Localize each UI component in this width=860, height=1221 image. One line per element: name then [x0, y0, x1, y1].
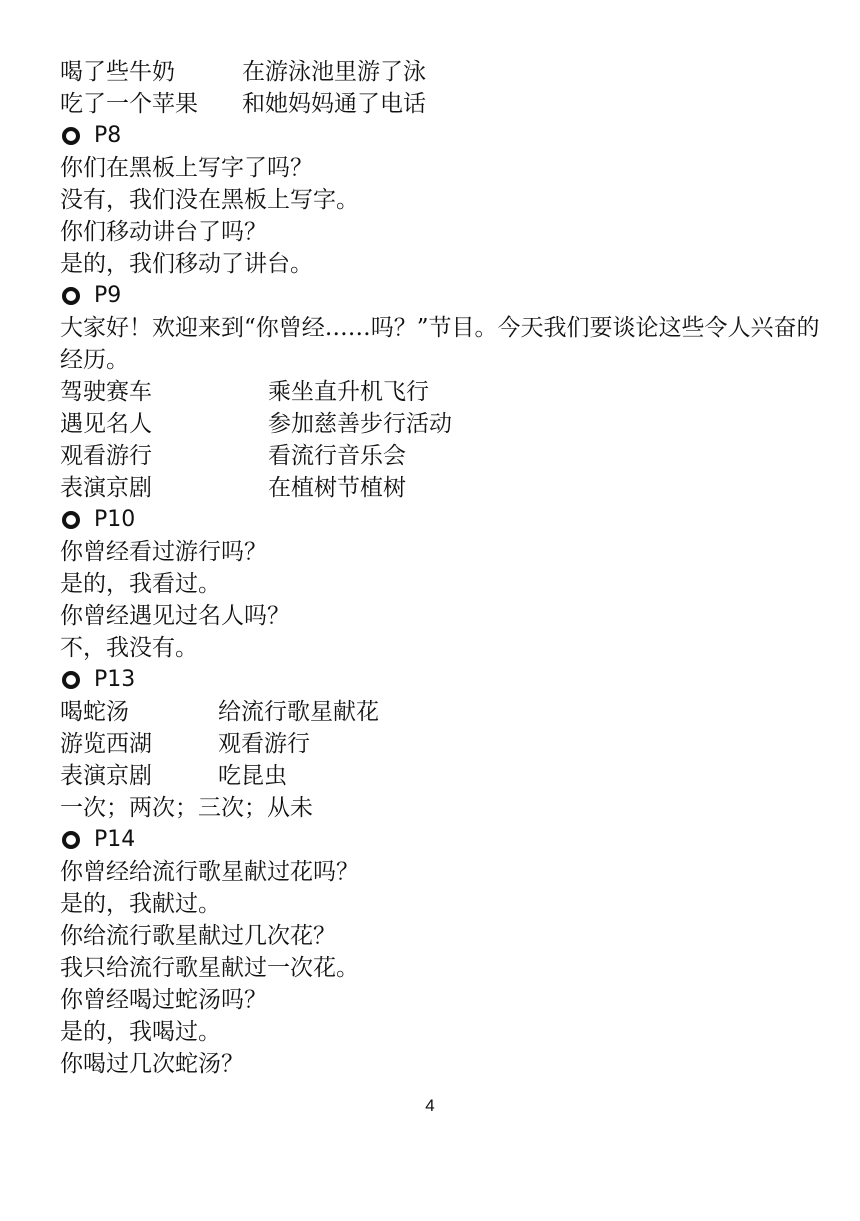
- text-line: 你们移动讲台了吗？: [60, 219, 267, 245]
- text-line: 你曾经看过游行吗？: [60, 539, 267, 565]
- circle-bullet-icon: [62, 671, 80, 689]
- text-line: 是的，我们移动了讲台。: [60, 251, 313, 277]
- item-right: 在游泳池里游了泳: [242, 59, 426, 85]
- list-item: [60, 472, 820, 504]
- text-line: 你曾经给流行歌星献过花吗？: [60, 859, 359, 885]
- text-line: 你给流行歌星献过几次花？: [60, 923, 336, 949]
- text-line: 你们在黑板上写字了吗？: [60, 155, 313, 181]
- circle-bullet-icon: [62, 511, 80, 529]
- item-right: 观看游行: [218, 731, 310, 757]
- circle-bullet-icon: [62, 127, 80, 145]
- section-heading-p10: [60, 504, 820, 536]
- list-item: [60, 376, 820, 408]
- text-line: 是的，我喝过。: [60, 1019, 221, 1045]
- text-line: 是的，我看过。: [60, 571, 221, 597]
- section-title: P13: [94, 667, 136, 692]
- item-left: 游览西湖: [60, 731, 152, 757]
- list-item: [60, 696, 820, 728]
- list-item: [60, 408, 820, 440]
- item-right: 给流行歌星献花: [218, 699, 379, 725]
- list-item: [60, 56, 820, 88]
- text-line: 没有，我们没在黑板上写字。: [60, 187, 359, 213]
- section-title: P14: [94, 827, 136, 852]
- item-left: 表演京剧: [60, 475, 152, 501]
- list-item: [60, 760, 820, 792]
- section-title: P8: [94, 123, 122, 148]
- text-line: 我只给流行歌星献过一次花。: [60, 955, 359, 981]
- item-right: 和她妈妈通了电话: [242, 91, 426, 117]
- item-left: 观看游行: [60, 443, 152, 469]
- text-line: 不，我没有。: [60, 635, 198, 661]
- item-right: 在植树节植树: [268, 475, 406, 501]
- section-title: P9: [94, 283, 122, 308]
- text-line: 你曾经遇见过名人吗？: [60, 603, 290, 629]
- page-number: 4: [425, 1096, 435, 1115]
- item-left: 驾驶赛车: [60, 379, 152, 405]
- item-right: 参加慈善步行活动: [268, 411, 452, 437]
- circle-bullet-icon: [62, 287, 80, 305]
- list-item: [60, 440, 820, 472]
- section-title: P10: [94, 507, 136, 532]
- item-left: 遇见名人: [60, 411, 152, 437]
- section-heading-p9: [60, 280, 820, 312]
- list-item: [60, 88, 820, 120]
- item-left: 吃了一个苹果: [60, 91, 198, 117]
- list-item: [60, 728, 820, 760]
- text-line: 一次；两次；三次；从未: [60, 795, 313, 821]
- section-heading-p8: [60, 120, 820, 152]
- item-left: 表演京剧: [60, 763, 152, 789]
- document-body: [60, 56, 820, 1080]
- item-left: 喝蛇汤: [60, 699, 129, 725]
- item-right: 乘坐直升机飞行: [268, 379, 429, 405]
- text-line: 你曾经喝过蛇汤吗？: [60, 987, 267, 1013]
- text-line: 你喝过几次蛇汤？: [60, 1051, 244, 1077]
- section-heading-p14: [60, 824, 820, 856]
- item-right: 看流行音乐会: [268, 443, 406, 469]
- intro-paragraph: 大家好！欢迎来到“你曾经……吗？”节目。今天我们要谈论这些令人兴奋的经历。: [60, 315, 820, 373]
- item-right: 吃昆虫: [218, 763, 287, 789]
- text-line: 是的，我献过。: [60, 891, 221, 917]
- section-heading-p13: [60, 664, 820, 696]
- item-left: 喝了些牛奶: [60, 59, 175, 85]
- circle-bullet-icon: [62, 831, 80, 849]
